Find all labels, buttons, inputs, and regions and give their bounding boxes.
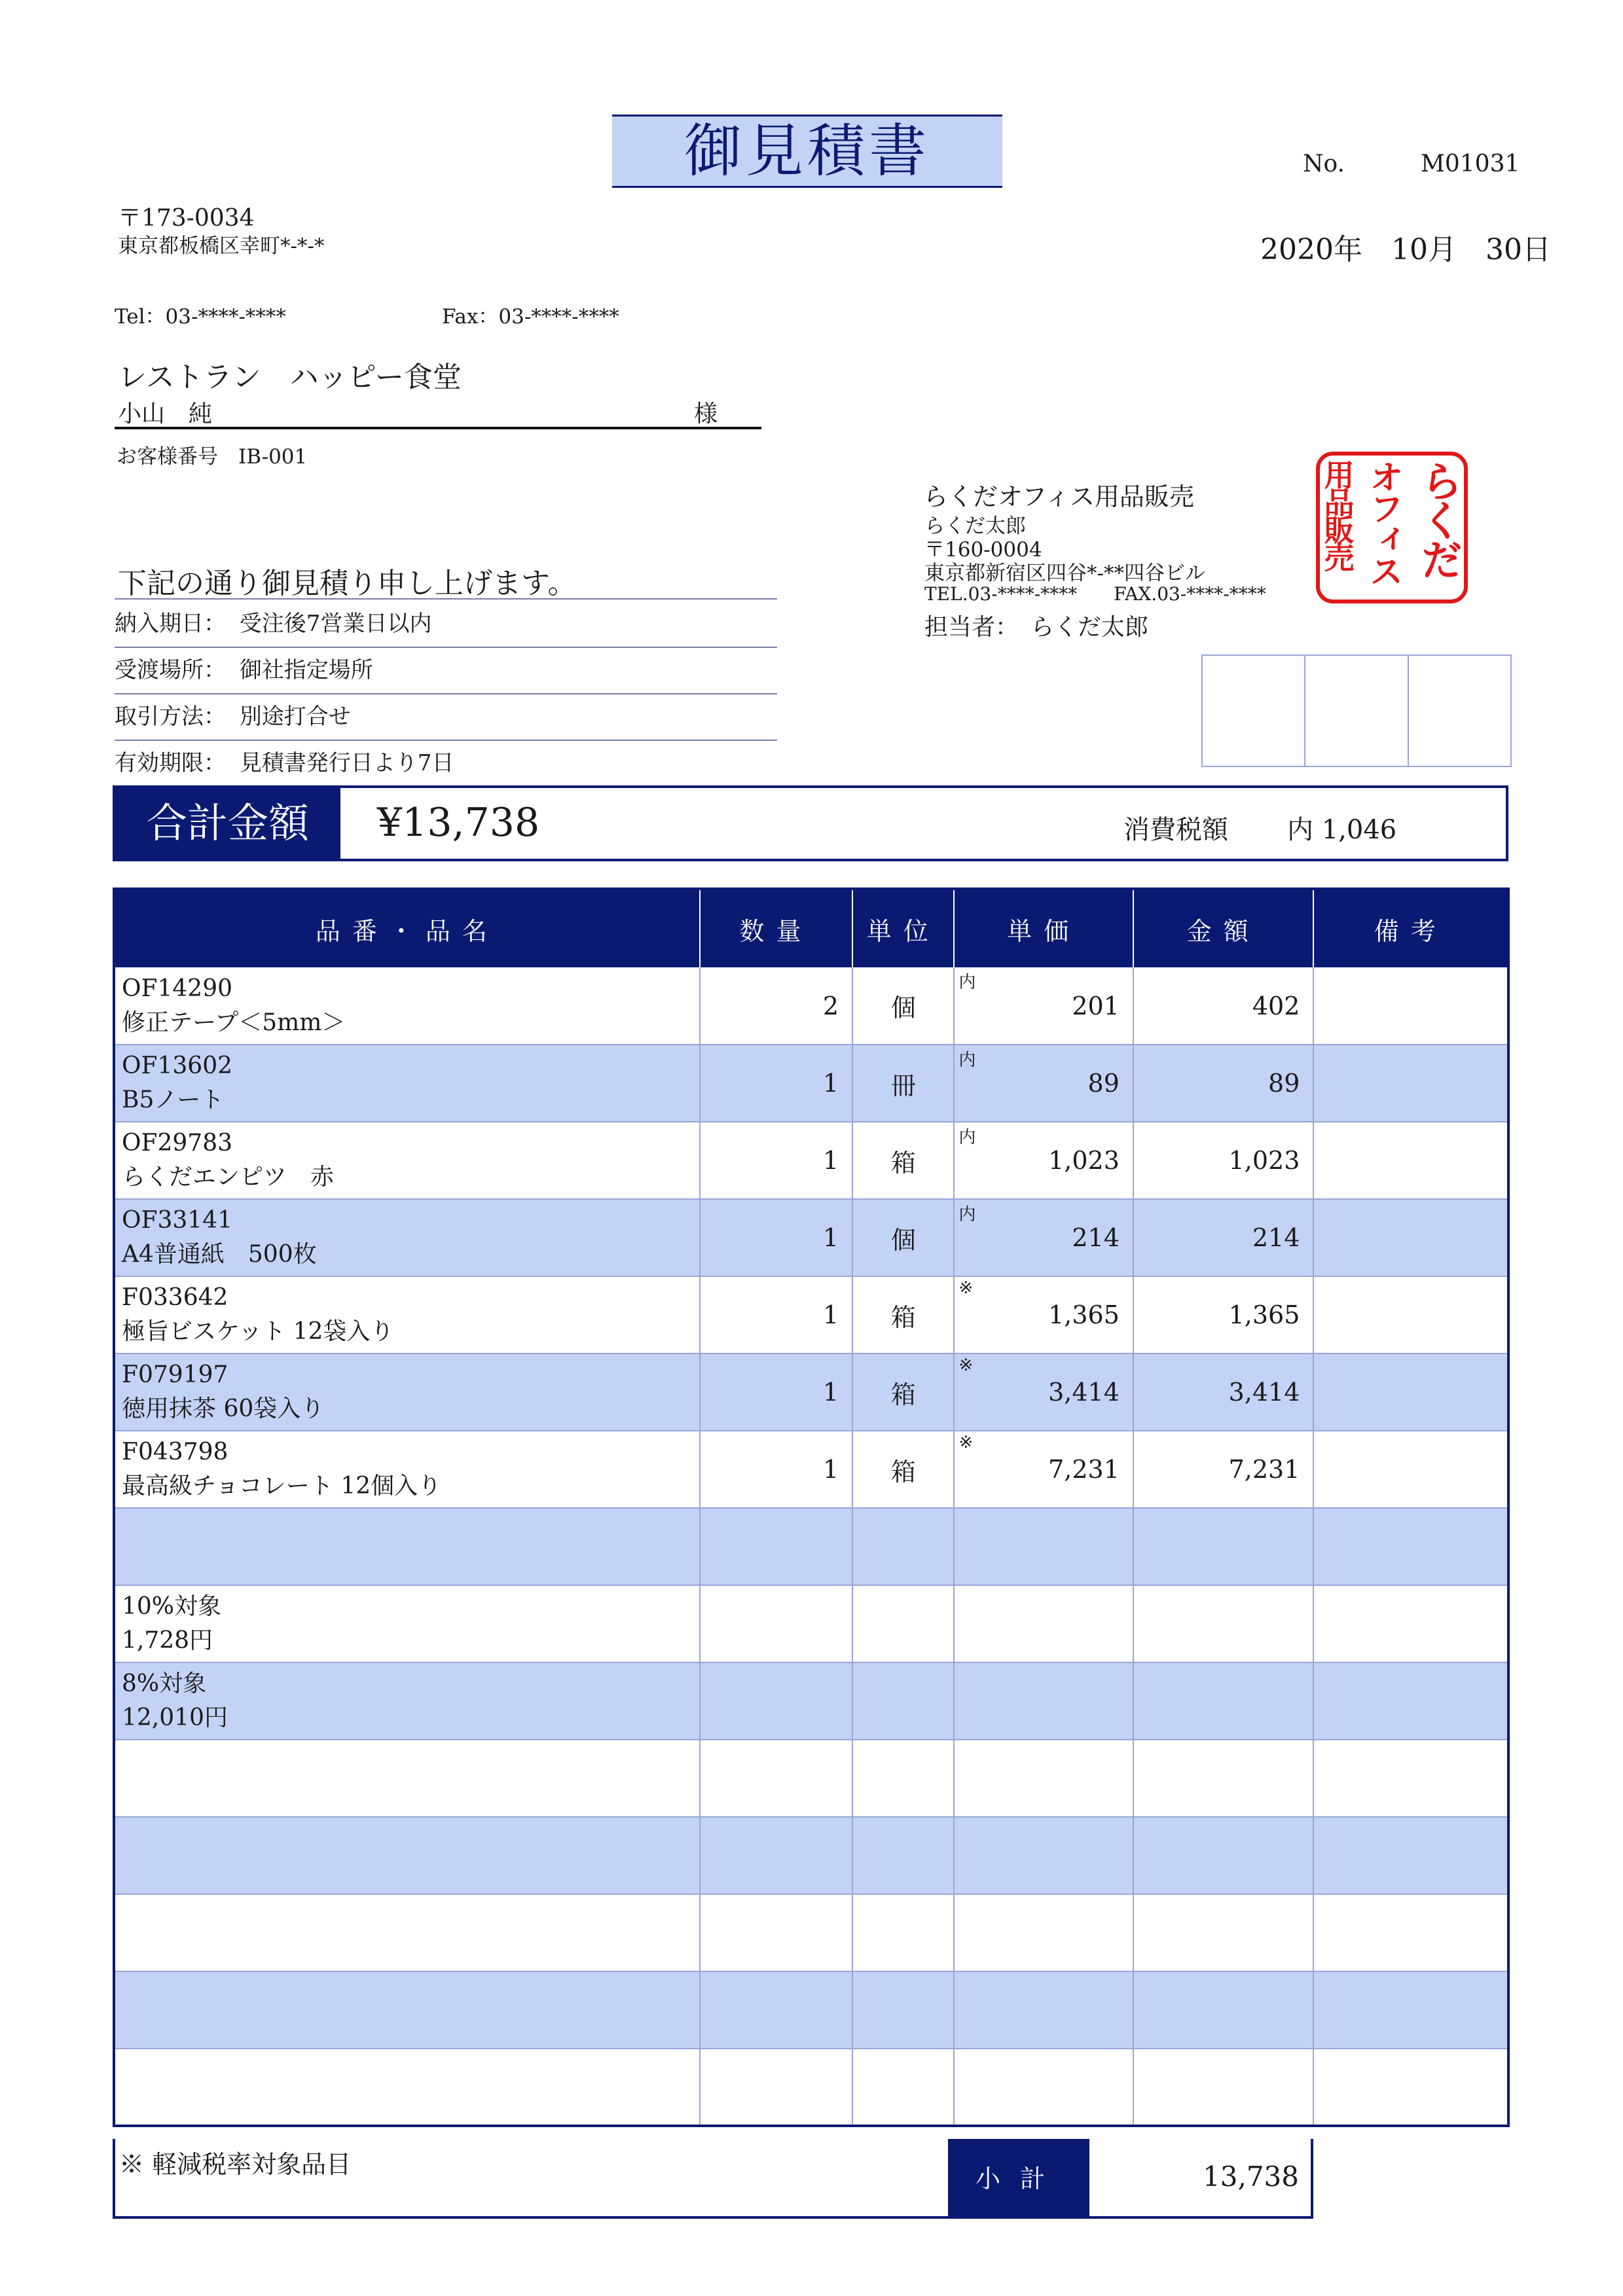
qty-cell: 1 xyxy=(700,1199,852,1276)
qty-cell xyxy=(700,1585,852,1662)
item-cell xyxy=(114,967,700,1045)
amount-cell: 214 xyxy=(1133,1199,1314,1276)
unit-cell: 箱 xyxy=(852,1276,954,1354)
table-row xyxy=(114,967,1508,1045)
note-cell xyxy=(1313,1045,1508,1122)
header-item: 品番・品名 xyxy=(114,889,700,967)
table-header-row xyxy=(114,889,1508,967)
price-value: 214 xyxy=(1072,1223,1120,1252)
qty-cell xyxy=(700,1740,852,1817)
seller-postal: 〒160-0004 xyxy=(924,538,1042,562)
price-cell xyxy=(954,1199,1133,1276)
item-code: OF14290 xyxy=(122,975,233,1002)
item-name: 徳用抹茶 60袋入り xyxy=(122,1395,325,1422)
amount-cell: 402 xyxy=(1133,967,1314,1045)
tax-mark: 内 xyxy=(958,1128,976,1147)
price-value: 1,023 xyxy=(1048,1146,1120,1175)
intro-text: 下記の通り御見積り申し上げます。 xyxy=(118,567,577,600)
table-row xyxy=(114,2049,1508,2126)
item-name: 12,010円 xyxy=(122,1704,228,1731)
unit-cell: 冊 xyxy=(852,1045,954,1122)
doc-no-value: M01031 xyxy=(1421,151,1520,177)
customer-number: お客様番号 IB-001 xyxy=(117,445,308,469)
table-row xyxy=(114,1199,1508,1276)
price-cell xyxy=(954,1431,1133,1508)
price-value: 3,414 xyxy=(1048,1378,1120,1407)
unit-cell: 箱 xyxy=(852,1122,954,1199)
seller-telfax: TEL.03-****-**** FAX.03-****-**** xyxy=(924,583,1266,605)
client-fax: Fax：03-****-**** xyxy=(442,305,619,329)
qty-cell xyxy=(700,1508,852,1585)
note-cell xyxy=(1313,1508,1508,1585)
price-cell xyxy=(954,2049,1133,2126)
seller-person: らくだ太郎 xyxy=(924,514,1026,538)
amount-cell xyxy=(1133,1894,1314,1971)
client-company: レストラン ハッピー食堂 xyxy=(118,361,462,394)
item-code: F043798 xyxy=(122,1439,228,1465)
table-row xyxy=(114,1894,1508,1971)
price-cell xyxy=(954,1354,1133,1431)
qty-cell xyxy=(700,2049,852,2126)
tax-mark: ※ xyxy=(958,1278,974,1298)
unit-cell: 箱 xyxy=(852,1354,954,1431)
price-cell xyxy=(954,1585,1133,1662)
condition-label: 有効期限： xyxy=(115,750,226,776)
item-code: OF13602 xyxy=(122,1052,233,1079)
header-qty: 数量 xyxy=(700,889,852,967)
table-row xyxy=(114,1045,1508,1122)
item-name: 極旨ビスケット 12袋入り xyxy=(122,1318,394,1345)
amount-cell: 1,023 xyxy=(1133,1122,1314,1199)
stamp-box xyxy=(1409,656,1510,766)
note-cell xyxy=(1313,1817,1508,1894)
unit-cell: 個 xyxy=(852,1199,954,1276)
client-address: 東京都板橋区幸町*-*-* xyxy=(118,234,325,258)
qty-cell: 1 xyxy=(700,1276,852,1354)
stamp-box xyxy=(1203,656,1305,766)
header-price: 単価 xyxy=(954,889,1133,967)
condition-value: 受注後7営業日以内 xyxy=(239,611,432,637)
condition-payment xyxy=(115,694,777,741)
table-row xyxy=(114,1971,1508,2049)
seal-text-2: オフィス xyxy=(1363,459,1403,585)
unit-cell xyxy=(852,1971,954,2049)
condition-label: 納入期日： xyxy=(115,611,226,637)
tax-mark: 内 xyxy=(958,973,976,992)
qty-cell: 1 xyxy=(700,1354,852,1431)
item-cell xyxy=(114,1045,700,1122)
note-cell xyxy=(1313,1276,1508,1354)
condition-value: 別途打合せ xyxy=(239,704,351,730)
qty-cell: 1 xyxy=(700,1045,852,1122)
table-row xyxy=(114,1740,1508,1817)
price-cell xyxy=(954,1122,1133,1199)
note-cell xyxy=(1313,1894,1508,1971)
amount-cell: 89 xyxy=(1133,1045,1314,1122)
table-row xyxy=(114,1276,1508,1354)
condition-delivery xyxy=(115,601,777,648)
approval-stamp-boxes xyxy=(1201,655,1512,767)
item-name: 最高級チョコレート 12個入り xyxy=(122,1473,442,1499)
condition-place xyxy=(115,647,777,694)
intro-underline xyxy=(115,598,777,600)
item-cell xyxy=(114,1662,700,1740)
note-cell xyxy=(1313,2049,1508,2126)
note-cell xyxy=(1313,1662,1508,1740)
price-cell xyxy=(954,1817,1133,1894)
client-postal: 〒173-0034 xyxy=(118,205,255,232)
table-row xyxy=(114,1662,1508,1740)
condition-validity xyxy=(115,740,777,786)
amount-cell xyxy=(1133,1585,1314,1662)
item-cell xyxy=(114,1817,700,1894)
table-row xyxy=(114,1817,1508,1894)
subtotal-label: 小計 xyxy=(951,2139,1089,2219)
document-title: 御見積書 xyxy=(612,115,1002,188)
total-amount-box xyxy=(113,785,1508,861)
price-cell xyxy=(954,967,1133,1045)
unit-cell: 個 xyxy=(852,967,954,1045)
unit-cell xyxy=(852,2049,954,2126)
item-name: B5ノート xyxy=(122,1086,225,1113)
client-tel: Tel：03-****-**** xyxy=(115,305,286,329)
note-cell xyxy=(1313,967,1508,1045)
seal-text-3: 用品販売 xyxy=(1319,459,1355,569)
client-underline xyxy=(115,427,761,429)
seller-address: 東京都新宿区四谷*-**四谷ビル xyxy=(924,562,1205,585)
unit-cell xyxy=(852,1662,954,1740)
client-person: 小山 純 xyxy=(118,401,213,427)
total-value: ¥13,738 xyxy=(377,800,540,846)
company-seal xyxy=(1316,452,1468,603)
item-cell xyxy=(114,1354,700,1431)
item-name: A4普通紙 500枚 xyxy=(122,1241,317,1268)
item-name: 1,728円 xyxy=(122,1627,213,1654)
reduced-tax-note: ※ 軽減税率対象品目 xyxy=(113,2139,951,2219)
unit-cell xyxy=(852,1894,954,1971)
tax-mark: ※ xyxy=(958,1433,974,1452)
item-cell xyxy=(114,1740,700,1817)
unit-cell xyxy=(852,1817,954,1894)
price-cell xyxy=(954,1894,1133,1971)
price-cell xyxy=(954,1740,1133,1817)
note-cell xyxy=(1313,1740,1508,1817)
header-unit: 単位 xyxy=(852,889,954,967)
item-cell xyxy=(114,1276,700,1354)
item-code: OF29783 xyxy=(122,1130,233,1157)
header-note: 備考 xyxy=(1313,889,1508,967)
price-value: 7,231 xyxy=(1048,1455,1120,1484)
price-value: 201 xyxy=(1072,991,1120,1020)
header-amount: 金額 xyxy=(1133,889,1314,967)
tax-mark: 内 xyxy=(958,1205,976,1225)
item-code: 8%対象 xyxy=(122,1670,207,1697)
item-cell xyxy=(114,1508,700,1585)
item-name: 修正テープ＜5mm＞ xyxy=(122,1009,346,1036)
tax-value: 内 1,046 xyxy=(1287,815,1397,845)
amount-cell xyxy=(1133,1817,1314,1894)
item-cell xyxy=(114,1971,700,2049)
price-cell xyxy=(954,1276,1133,1354)
client-honorific: 様 xyxy=(694,401,718,427)
price-value: 1,365 xyxy=(1048,1300,1120,1329)
note-cell xyxy=(1313,1971,1508,2049)
qty-cell xyxy=(700,1662,852,1740)
subtotal-value: 13,738 xyxy=(1089,2139,1313,2219)
price-cell xyxy=(954,1662,1133,1740)
seal-text-1: らくだ xyxy=(1413,459,1463,577)
amount-cell xyxy=(1133,1508,1314,1585)
amount-cell: 3,414 xyxy=(1133,1354,1314,1431)
tax-label: 消費税額 xyxy=(1123,815,1228,845)
item-code: OF33141 xyxy=(122,1207,233,1234)
condition-label: 受渡場所： xyxy=(115,657,226,683)
stamp-box xyxy=(1305,656,1408,766)
table-row xyxy=(114,1585,1508,1662)
unit-cell xyxy=(852,1585,954,1662)
item-cell xyxy=(114,1894,700,1971)
qty-cell xyxy=(700,1894,852,1971)
note-cell xyxy=(1313,1122,1508,1199)
qty-cell: 1 xyxy=(700,1431,852,1508)
item-code: 10%対象 xyxy=(122,1593,222,1620)
amount-cell: 7,231 xyxy=(1133,1431,1314,1508)
note-cell xyxy=(1313,1199,1508,1276)
amount-cell xyxy=(1133,1740,1314,1817)
condition-value: 見積書発行日より7日 xyxy=(239,750,454,776)
unit-cell: 箱 xyxy=(852,1431,954,1508)
item-code: F079197 xyxy=(122,1361,228,1388)
qty-cell: 2 xyxy=(700,967,852,1045)
note-cell xyxy=(1313,1354,1508,1431)
tax-mark: 内 xyxy=(958,1050,976,1070)
seller-rep: 担当者： らくだ太郎 xyxy=(924,614,1149,641)
unit-cell xyxy=(852,1508,954,1585)
item-cell xyxy=(114,2049,700,2126)
price-cell xyxy=(954,1508,1133,1585)
item-cell xyxy=(114,1199,700,1276)
item-cell xyxy=(114,1585,700,1662)
price-cell xyxy=(954,1971,1133,2049)
tax-mark: ※ xyxy=(958,1355,974,1375)
total-label: 合計金額 xyxy=(115,788,340,859)
items-table xyxy=(113,888,1510,2127)
amount-cell xyxy=(1133,1662,1314,1740)
qty-cell: 1 xyxy=(700,1122,852,1199)
condition-value: 御社指定場所 xyxy=(239,657,373,683)
qty-cell xyxy=(700,1817,852,1894)
unit-cell xyxy=(852,1740,954,1817)
amount-cell xyxy=(1133,1971,1314,2049)
price-cell xyxy=(954,1045,1133,1122)
note-cell xyxy=(1313,1585,1508,1662)
table-row xyxy=(114,1354,1508,1431)
condition-label: 取引方法： xyxy=(115,704,226,730)
item-cell xyxy=(114,1122,700,1199)
qty-cell xyxy=(700,1971,852,2049)
doc-date: 2020年 10月 30日 xyxy=(1260,233,1551,266)
table-row xyxy=(114,1508,1508,1585)
table-row xyxy=(114,1431,1508,1508)
item-cell xyxy=(114,1431,700,1508)
price-value: 89 xyxy=(1087,1069,1120,1098)
item-name: らくだエンピツ 赤 xyxy=(122,1164,335,1191)
item-code: F033642 xyxy=(122,1284,228,1311)
seller-company: らくだオフィス用品販売 xyxy=(923,482,1194,511)
amount-cell xyxy=(1133,2049,1314,2126)
amount-cell: 1,365 xyxy=(1133,1276,1314,1354)
note-cell xyxy=(1313,1431,1508,1508)
doc-no-label: No. xyxy=(1303,151,1345,177)
table-row xyxy=(114,1122,1508,1199)
